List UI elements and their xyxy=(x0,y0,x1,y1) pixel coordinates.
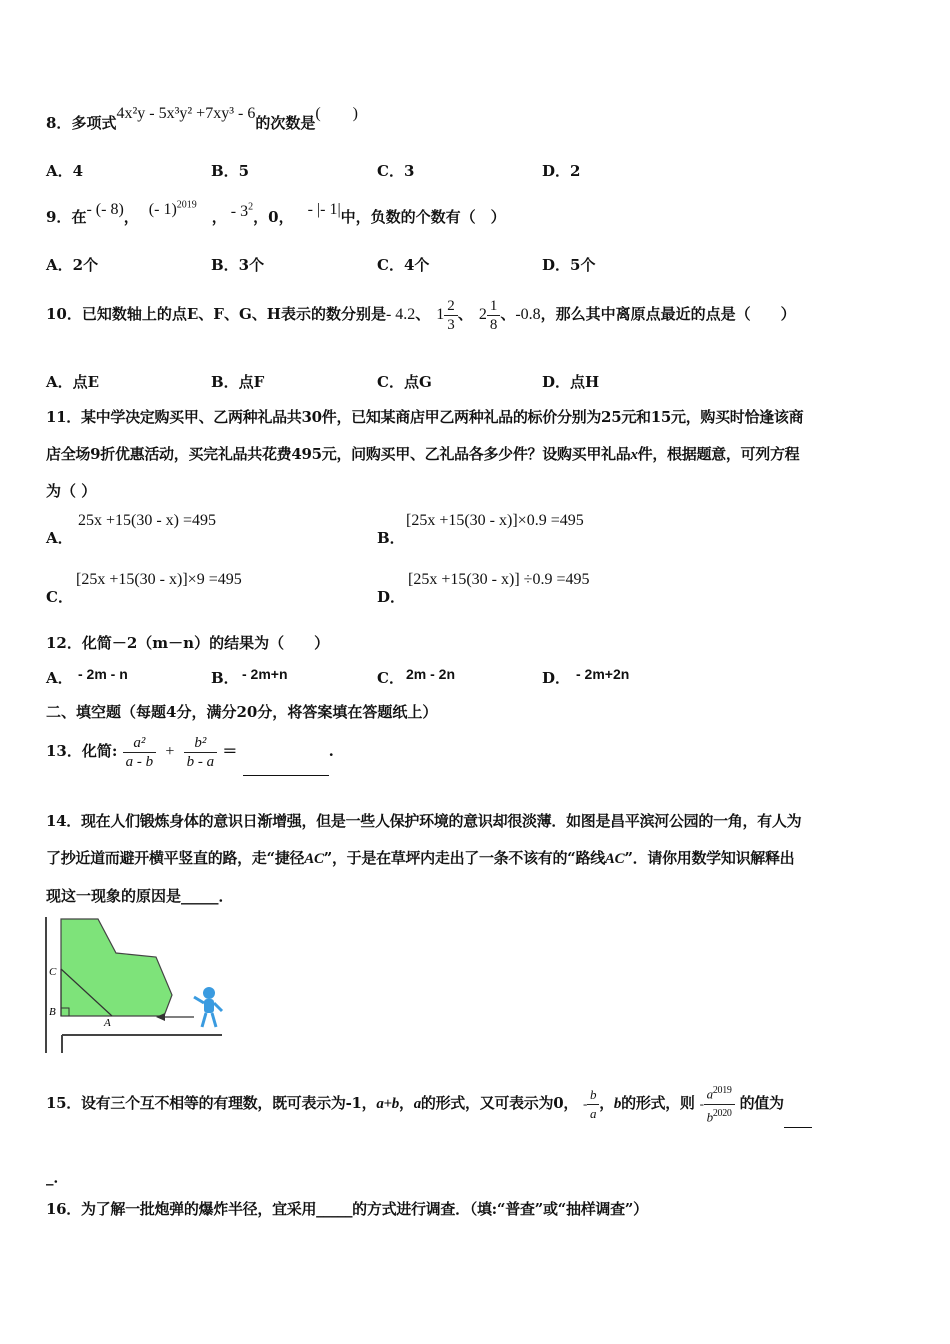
q12-option-b-label: B． xyxy=(211,669,239,687)
q11-line-2b: 件，根据题意，可列方程 xyxy=(637,445,800,463)
q11-line-1: 11．某中学决定购买甲、乙两种礼品共30件，已知某商店甲乙两种礼品的标价分别为25元和15元，购买时恰逢该商 xyxy=(46,408,804,426)
q9-expr-3-exp: 2 xyxy=(248,201,254,213)
q15-a-plus-b: a+b xyxy=(376,1096,399,1112)
park-figure xyxy=(44,915,229,1059)
q10-option-b: B．点F xyxy=(211,373,265,391)
q11-variable-x: x xyxy=(630,447,638,463)
q9-option-d: D．5个 xyxy=(542,256,596,274)
q12-option-d: - 2m+2n xyxy=(576,666,630,682)
q12-option-a-label: A． xyxy=(46,669,73,687)
q9-expr-5: - |- 1| xyxy=(307,201,341,218)
q15-a: a xyxy=(413,1096,421,1112)
q13-period: . xyxy=(328,742,334,760)
q9-number: 9． xyxy=(46,208,72,226)
q15-fraction-den: a xyxy=(590,1105,597,1121)
q12-option-c: 2m - 2n xyxy=(406,666,456,682)
q14-line-3: 现这一现象的原因是_____． xyxy=(46,887,234,905)
q13-numerator-1: a² xyxy=(123,734,157,753)
q10-value-1: - 4.2 xyxy=(385,306,416,323)
q15-power-num-exp: 2019 xyxy=(712,1085,732,1097)
q11-line-2 xyxy=(46,443,799,464)
q8-option-c: C．3 xyxy=(377,162,415,180)
q10-option-a: A．点E xyxy=(46,373,100,391)
q14-line-2a: 了抄近道而避开横平竖直的路，走“捷径 xyxy=(46,849,305,867)
q13-equals: ＝ xyxy=(222,742,238,760)
q14-line-2c: ”．请你用数学知识解释出 xyxy=(624,849,795,867)
q9-suffix: 中，负数的个数有（ ） xyxy=(340,208,506,226)
q10-suffix: ，那么其中离原点最近的点是（ ） xyxy=(540,305,796,323)
label-c: C xyxy=(49,966,57,978)
q15-suffix: 的值为 xyxy=(739,1094,784,1112)
q15-fraction-num: b xyxy=(587,1086,599,1105)
q12-option-d-label: D． xyxy=(542,669,571,687)
q11-line-3: 为（ ） xyxy=(46,482,97,500)
q8-option-b: B．5 xyxy=(211,162,250,180)
q10-number: 10． xyxy=(46,305,82,323)
question-12: 12．化简－2（m－n）的结果为（ ） xyxy=(46,634,330,652)
q12-option-c-label: C． xyxy=(377,669,404,687)
q13-answer-blank[interactable] xyxy=(243,745,329,776)
q10-value-4: -0.8 xyxy=(515,306,541,323)
q12-option-a: - 2m - n xyxy=(78,666,128,682)
q9-expr-2-exp: 2019 xyxy=(176,199,197,211)
q15-answer-blank[interactable] xyxy=(784,1103,812,1128)
lawn-polygon xyxy=(61,919,172,1016)
q11-option-d-expr: [25x +15(30 - x)] ÷0.9 =495 xyxy=(408,571,590,588)
q8-polynomial: 4x²y - 5x³y² +7xy³ - 6 xyxy=(116,105,256,122)
q15-b: b xyxy=(613,1096,622,1112)
q11-option-c-expr: [25x +15(30 - x)]×9 =495 xyxy=(76,571,242,588)
q9-option-c: C．4个 xyxy=(377,256,430,274)
q13-prefix: 13．化简: xyxy=(46,742,118,760)
question-10: 10．已知数轴上的点E、F、G、H表示的数分别是- 4.2、 1 $\frac{2}{3}$ 、 2 $\frac{1}{8}$ 、-0.8，那么其中离原点最近的点是（ ） xyxy=(46,297,796,333)
q10-option-d: D．点H xyxy=(542,373,600,391)
q9-expr-3: - 3 xyxy=(230,203,249,220)
q13-denominator-2: b - a xyxy=(186,753,215,770)
q13-plus: + xyxy=(165,743,175,760)
q10-value-3-whole: 2 xyxy=(478,306,487,323)
question-16: 16．为了解一批炮弹的爆炸半径，宜采用_____的方式进行调查．（填:“普查”或“抽样调查”） xyxy=(46,1200,648,1218)
q15-power-num: a xyxy=(706,1086,713,1102)
q11-option-b-expr: [25x +15(30 - x)]×0.9 =495 xyxy=(406,512,584,529)
question-9: 9．在- (- 8)， (- 1)$^{2019}$ ， - $3^2$，0， - |- 1|中，负数的个数有（ ） xyxy=(46,199,506,226)
q15-prefix: 15．设有三个互不相等的有理数，既可表示为-1， xyxy=(46,1094,377,1112)
q10-prefix: 已知数轴上的点E、F、G、H表示的数分别是 xyxy=(81,305,386,323)
q8-number: 8． xyxy=(46,114,72,132)
q15-power-den-exp: 2020 xyxy=(712,1107,732,1119)
q11-option-a-expr: 25x +15(30 - x) =495 xyxy=(78,512,217,529)
q14-line-1: 14．现在人们锻炼身体的意识日渐增强，但是一些人保护环境的意识却很淡薄．如图是昌平滨河公园的一角，有人为 xyxy=(46,812,802,830)
label-b: B xyxy=(49,1006,56,1018)
q13-denominator-1: a - b xyxy=(125,753,154,770)
q10-value-2-num: 2 xyxy=(447,297,455,314)
q11-line-2a: 店全场9折优惠活动，买完礼品共花费495元，问购买甲、乙礼品各多少件？设购买甲礼品 xyxy=(46,445,631,463)
person-icon xyxy=(194,987,222,1027)
q8-suffix: 的次数是 xyxy=(255,114,316,132)
q9-option-a: A．2个 xyxy=(46,256,99,274)
q13-numerator-2: b² xyxy=(184,734,218,753)
q9-option-b: B．3个 xyxy=(211,256,265,274)
q9-expr-2: (- 1) xyxy=(148,201,177,218)
q12-option-b: - 2m+n xyxy=(242,666,288,682)
question-8 xyxy=(46,105,359,133)
q10-option-c: C．点G xyxy=(377,373,432,391)
q8-option-a: A．4 xyxy=(46,162,84,180)
q9-expr-4: 0 xyxy=(268,208,279,226)
label-a: A xyxy=(104,1017,111,1029)
q8-paren: ( ) xyxy=(315,105,359,122)
q11-option-a-label: A． xyxy=(46,529,73,547)
section-2-heading: 二、填空题（每题4分，满分20分，将答案填在答题纸上） xyxy=(46,703,438,721)
q10-value-3-den: 8 xyxy=(487,315,501,334)
q15-power-den: b xyxy=(706,1108,713,1124)
q14-ac-2: AC xyxy=(604,851,625,867)
q10-value-3-num: 1 xyxy=(489,297,498,314)
question-15: 15．设有三个互不相等的有理数，既可表示为-1，a+b，a的形式，又可表示为0， - $\frac{b}{a}$ ，b的形式，则 - $\frac{a^{2019}}{b^{2020}}$ 的值为 xyxy=(46,1079,812,1128)
q11-option-b-label: B． xyxy=(377,529,405,547)
q14-ac-1: AC xyxy=(304,851,324,867)
q10-value-2-den: 3 xyxy=(444,315,458,334)
q15-comma-2: ， xyxy=(599,1094,614,1112)
q11-option-d-label: D． xyxy=(377,588,406,606)
q11-option-c-label: C． xyxy=(46,588,73,606)
q15-middle-2: 的形式，则 xyxy=(621,1094,695,1112)
q15-middle: 的形式，又可表示为0， xyxy=(420,1094,579,1112)
q14-line-2 xyxy=(46,847,794,868)
q8-option-d: D．2 xyxy=(542,162,581,180)
question-13 xyxy=(46,727,334,776)
q15-continuation: _． xyxy=(46,1168,69,1186)
q14-line-2b: ”，于是在草坪内走出了一条不该有的“路线 xyxy=(323,849,605,867)
q9-expr-1: - (- 8) xyxy=(86,201,124,218)
q9-prefix: 在 xyxy=(71,208,87,226)
q15-comma-1: ， xyxy=(399,1094,414,1112)
q10-value-2-whole: 1 xyxy=(436,306,445,323)
q8-prefix: 多项式 xyxy=(71,114,117,132)
